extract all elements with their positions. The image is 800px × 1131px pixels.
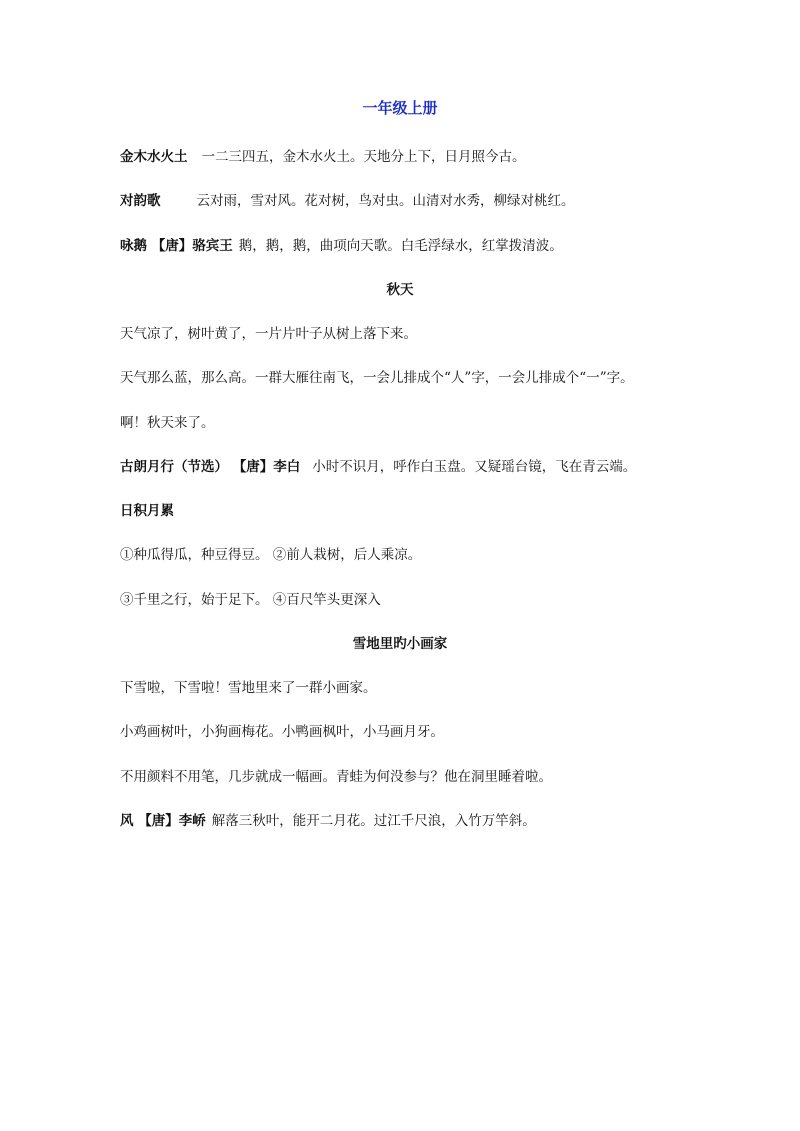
poem-duiyun-text: 云对雨，雪对风。花对树，鸟对虫。山清对水秀，柳绿对桃红。	[196, 193, 575, 209]
poem-jinmu-heading: 金木水火土	[120, 149, 188, 165]
poem-gulang-heading: 古朗月行（节选） 【唐】李白	[120, 459, 301, 475]
poem-jinmu	[120, 147, 680, 167]
poem-duiyun-heading: 对韵歌	[120, 193, 161, 209]
poem-jinmu-text: 一二三四五，金木水火土。天地分上下，日月照今古。	[201, 149, 526, 165]
qiutian-line-1: 天气凉了，树叶黄了，一片片叶子从树上落下来。	[120, 326, 417, 342]
poem-yonge-heading: 咏鹅 【唐】骆宾王	[120, 238, 233, 254]
section-xuedi-heading: 雪地里旳小画家	[352, 636, 448, 652]
poem-feng	[120, 811, 680, 831]
rijiyuelei-line-1: ①种瓜得瓜，种豆得豆。 ②前人栽树，后人乘凉。	[120, 547, 422, 563]
xuedi-line-3: 不用颜料不用笔，几步就成一幅画。青蛙为何没参与？他在洞里睡着啦。	[120, 769, 552, 785]
poem-yonge-text: 鹅，鹅，鹅，曲项向天歌。白毛浮绿水，红掌拨清波。	[238, 238, 563, 254]
rijiyuelei-line-2: ③千里之行，始于足下。 ④百尺竿头更深入	[120, 592, 381, 608]
poem-duiyun	[120, 191, 680, 211]
poem-gulang	[120, 457, 680, 477]
document-page	[120, 0, 680, 1131]
xuedi-line-1: 下雪啦，下雪啦！雪地里来了一群小画家。	[120, 680, 377, 696]
page-title: 一年级上册	[362, 99, 438, 117]
qiutian-line-2: 天气那么蓝，那么高。一群大雁往南飞，一会儿排成个“人”字，一会儿排成个“一”字。	[120, 370, 634, 386]
section-rijiyuelei-heading: 日积月累	[120, 503, 174, 519]
poem-gulang-text: 小时不识月，呼作白玉盘。又疑瑶台镜，飞在青云端。	[312, 459, 637, 475]
xuedi-line-2: 小鸡画树叶，小狗画梅花。小鸭画枫叶，小马画月牙。	[120, 724, 444, 740]
poem-yonge	[120, 236, 680, 256]
qiutian-line-3: 啊！秋天来了。	[120, 415, 215, 431]
poem-feng-text: 解落三秋叶，能开二月花。过江千尺浪，入竹万竿斜。	[211, 813, 536, 829]
poem-feng-heading: 风 【唐】李峤	[120, 813, 206, 829]
section-qiutian-heading: 秋天	[386, 282, 414, 298]
